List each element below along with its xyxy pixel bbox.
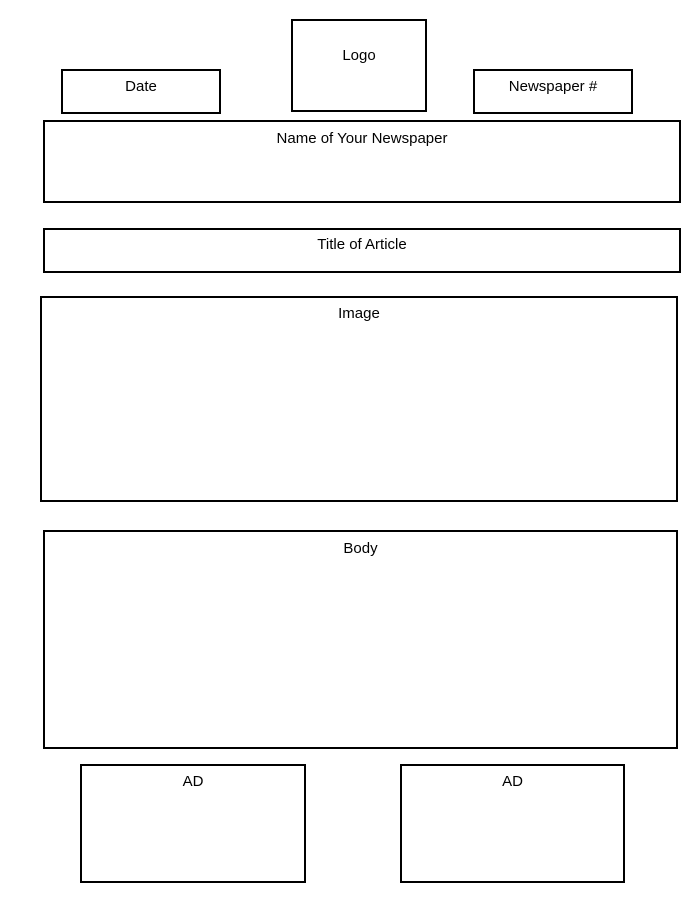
logo-label: Logo	[342, 47, 376, 64]
body-label: Body	[343, 540, 378, 557]
ad-label-left: AD	[182, 773, 204, 790]
image-label: Image	[338, 305, 380, 322]
image-placeholder	[40, 296, 678, 502]
newspaper-name-placeholder	[43, 120, 681, 203]
article-title-placeholder	[43, 228, 681, 273]
newspaper-name-label: Name of Your Newspaper	[276, 130, 448, 147]
newspaper-number-placeholder	[473, 69, 633, 114]
article-title-label: Title of Article	[317, 236, 407, 253]
ad-placeholder-right	[400, 764, 625, 883]
ad-label-right: AD	[502, 773, 523, 790]
body-placeholder	[43, 530, 678, 749]
date-placeholder	[61, 69, 221, 114]
date-label: Date	[125, 78, 157, 95]
ad-placeholder-left	[80, 764, 306, 883]
newspaper-number-label: Newspaper #	[508, 78, 598, 95]
logo-placeholder	[291, 19, 427, 112]
